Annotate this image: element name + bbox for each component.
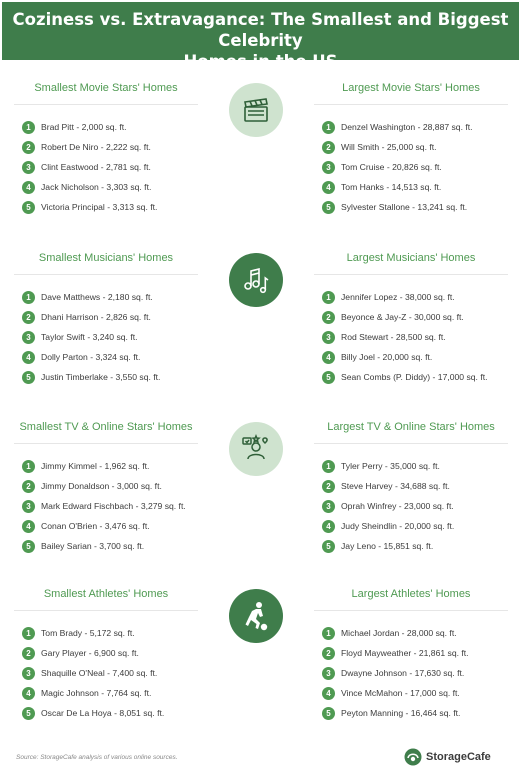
rank-badge: 4 xyxy=(22,687,35,700)
list-item-text: Gary Player - 6,900 sq. ft. xyxy=(41,648,139,658)
list-item xyxy=(322,307,487,327)
divider xyxy=(314,610,508,611)
list-item xyxy=(22,683,164,703)
divider xyxy=(314,443,508,444)
list-item xyxy=(322,456,454,476)
list-item-text: Peyton Manning - 16,464 sq. ft. xyxy=(341,708,461,718)
list-item-text: Conan O'Brien - 3,476 sq. ft. xyxy=(41,521,150,531)
divider xyxy=(314,104,508,105)
list-item xyxy=(322,177,473,197)
list-item-text: Will Smith - 25,000 sq. ft. xyxy=(341,142,437,152)
list-item-text: Tom Brady - 5,172 sq. ft. xyxy=(41,628,135,638)
list-item xyxy=(322,643,469,663)
rank-badge: 4 xyxy=(322,181,335,194)
list-item xyxy=(22,177,157,197)
section-tv-online-stars xyxy=(0,421,521,551)
list-left xyxy=(22,623,164,723)
section-title-right: Largest Movie Stars' Homes xyxy=(342,82,480,94)
list-right xyxy=(322,117,473,217)
rank-badge: 3 xyxy=(22,667,35,680)
rank-badge: 5 xyxy=(322,707,335,720)
list-left xyxy=(22,117,157,217)
list-item-text: Tom Hanks - 14,513 sq. ft. xyxy=(341,182,442,192)
list-item xyxy=(322,347,487,367)
list-item-text: Sylvester Stallone - 13,241 sq. ft. xyxy=(341,202,468,212)
list-item xyxy=(322,683,469,703)
brand-name: StorageCafe xyxy=(426,751,491,763)
list-item-text: Justin Timberlake - 3,550 sq. ft. xyxy=(41,372,161,382)
section-title-right: Largest Athletes' Homes xyxy=(351,588,471,600)
list-item-text: Jimmy Donaldson - 3,000 sq. ft. xyxy=(41,481,162,491)
list-item xyxy=(322,157,473,177)
list-item-text: Brad Pitt - 2,000 sq. ft. xyxy=(41,122,127,132)
list-right xyxy=(322,287,487,387)
rank-badge: 5 xyxy=(22,201,35,214)
list-item-text: Steve Harvey - 34,688 sq. ft. xyxy=(341,481,450,491)
divider xyxy=(14,104,198,105)
list-item-text: Sean Combs (P. Diddy) - 17,000 sq. ft. xyxy=(341,372,488,382)
section-title-right: Largest Musicians' Homes xyxy=(346,252,476,264)
rank-badge: 2 xyxy=(322,480,335,493)
page-title-line1: Coziness vs. Extravagance: The Smallest and Biggest Celebrity xyxy=(12,10,509,50)
section-title-left: Smallest Musicians' Homes xyxy=(38,252,174,264)
list-item-text: Dave Matthews - 2,180 sq. ft. xyxy=(41,292,153,302)
rank-badge: 1 xyxy=(322,460,335,473)
rank-badge: 2 xyxy=(22,311,35,324)
soccer-player-icon xyxy=(229,589,283,643)
list-item xyxy=(322,496,454,516)
music-notes-icon xyxy=(229,253,283,307)
list-item xyxy=(322,117,473,137)
divider xyxy=(314,274,508,275)
rank-badge: 3 xyxy=(22,500,35,513)
page-title-banner xyxy=(2,2,519,71)
list-item-text: Taylor Swift - 3,240 sq. ft. xyxy=(41,332,138,342)
list-item xyxy=(22,643,164,663)
rank-badge: 5 xyxy=(22,540,35,553)
list-item xyxy=(22,476,186,496)
rank-badge: 3 xyxy=(322,500,335,513)
list-item-text: Denzel Washington - 28,887 sq. ft. xyxy=(341,122,473,132)
section-musicians xyxy=(0,252,521,382)
list-left xyxy=(22,456,186,556)
list-item xyxy=(322,476,454,496)
list-item xyxy=(22,456,186,476)
list-item xyxy=(22,663,164,683)
rank-badge: 1 xyxy=(22,627,35,640)
rank-badge: 5 xyxy=(322,371,335,384)
rank-badge: 5 xyxy=(22,371,35,384)
list-item xyxy=(322,703,469,723)
rank-badge: 4 xyxy=(22,181,35,194)
presenter-icon xyxy=(229,422,283,476)
list-item-text: Vince McMahon - 17,000 sq. ft. xyxy=(341,688,460,698)
list-item xyxy=(22,307,160,327)
list-item-text: Robert De Niro - 2,222 sq. ft. xyxy=(41,142,151,152)
list-item-text: Jack Nicholson - 3,303 sq. ft. xyxy=(41,182,152,192)
list-item-text: Michael Jordan - 28,000 sq. ft. xyxy=(341,628,457,638)
rank-badge: 3 xyxy=(322,161,335,174)
list-item-text: Magic Johnson - 7,764 sq. ft. xyxy=(41,688,152,698)
divider xyxy=(14,274,198,275)
rank-badge: 1 xyxy=(322,121,335,134)
list-item-text: Oprah Winfrey - 23,000 sq. ft. xyxy=(341,501,454,511)
rank-badge: 2 xyxy=(22,480,35,493)
page-title-line2: Homes in the US xyxy=(183,52,338,71)
rank-badge: 4 xyxy=(22,351,35,364)
rank-badge: 1 xyxy=(22,460,35,473)
list-item xyxy=(22,157,157,177)
storagecafe-logo-icon xyxy=(404,748,422,766)
source-note: Source: StorageCafe analysis of various online sources. xyxy=(16,754,178,761)
list-item-text: Victoria Principal - 3,313 sq. ft. xyxy=(41,202,158,212)
section-athletes xyxy=(0,588,521,718)
rank-badge: 5 xyxy=(22,707,35,720)
rank-badge: 3 xyxy=(22,331,35,344)
list-item-text: Shaquille O'Neal - 7,400 sq. ft. xyxy=(41,668,158,678)
list-item-text: Jennifer Lopez - 38,000 sq. ft. xyxy=(341,292,455,302)
rank-badge: 4 xyxy=(322,520,335,533)
list-item-text: Clint Eastwood - 2,781 sq. ft. xyxy=(41,162,151,172)
rank-badge: 3 xyxy=(22,161,35,174)
list-item-text: Beyonce & Jay-Z - 30,000 sq. ft. xyxy=(341,312,464,322)
list-item xyxy=(322,327,487,347)
list-item xyxy=(322,663,469,683)
list-item-text: Jay Leno - 15,851 sq. ft. xyxy=(341,541,434,551)
list-item xyxy=(22,137,157,157)
list-item xyxy=(322,623,469,643)
list-left xyxy=(22,287,160,387)
list-item xyxy=(22,516,186,536)
rank-badge: 2 xyxy=(22,141,35,154)
section-movie-stars xyxy=(0,82,521,212)
rank-badge: 1 xyxy=(22,291,35,304)
list-item xyxy=(22,287,160,307)
clapperboard-icon xyxy=(229,83,283,137)
rank-badge: 1 xyxy=(322,291,335,304)
list-item-text: Jimmy Kimmel - 1,962 sq. ft. xyxy=(41,461,150,471)
list-item xyxy=(322,197,473,217)
rank-badge: 5 xyxy=(322,201,335,214)
rank-badge: 4 xyxy=(322,687,335,700)
section-title-left: Smallest Athletes' Homes xyxy=(43,588,169,600)
list-item-text: Bailey Sarian - 3,700 sq. ft. xyxy=(41,541,145,551)
list-item xyxy=(22,623,164,643)
list-item-text: Tom Cruise - 20,826 sq. ft. xyxy=(341,162,442,172)
list-item xyxy=(322,287,487,307)
rank-badge: 4 xyxy=(322,351,335,364)
list-item-text: Floyd Mayweather - 21,861 sq. ft. xyxy=(341,648,469,658)
rank-badge: 3 xyxy=(322,667,335,680)
divider xyxy=(14,443,198,444)
list-item-text: Dwayne Johnson - 17,630 sq. ft. xyxy=(341,668,465,678)
list-item xyxy=(322,367,487,387)
rank-badge: 2 xyxy=(322,311,335,324)
list-right xyxy=(322,623,469,723)
section-title-left: Smallest Movie Stars' Homes xyxy=(34,82,178,94)
list-item xyxy=(22,347,160,367)
rank-badge: 2 xyxy=(322,141,335,154)
list-item-text: Tyler Perry - 35,000 sq. ft. xyxy=(341,461,440,471)
list-item xyxy=(322,516,454,536)
list-item xyxy=(22,536,186,556)
list-item-text: Mark Edward Fischbach - 3,279 sq. ft. xyxy=(41,501,186,511)
rank-badge: 4 xyxy=(22,520,35,533)
rank-badge: 1 xyxy=(22,121,35,134)
rank-badge: 3 xyxy=(322,331,335,344)
brand-logo xyxy=(404,748,491,766)
list-item xyxy=(322,137,473,157)
rank-badge: 2 xyxy=(22,647,35,660)
rank-badge: 2 xyxy=(322,647,335,660)
list-item-text: Dhani Harrison - 2,826 sq. ft. xyxy=(41,312,151,322)
list-item-text: Billy Joel - 20,000 sq. ft. xyxy=(341,352,433,362)
list-item-text: Dolly Parton - 3,324 sq. ft. xyxy=(41,352,141,362)
section-title-left: Smallest TV & Online Stars' Homes xyxy=(19,421,193,433)
rank-badge: 5 xyxy=(322,540,335,553)
list-item-text: Oscar De La Hoya - 8,051 sq. ft. xyxy=(41,708,165,718)
list-right xyxy=(322,456,454,556)
list-item xyxy=(22,367,160,387)
list-item xyxy=(22,197,157,217)
list-item-text: Rod Stewart - 28,500 sq. ft. xyxy=(341,332,446,342)
list-item xyxy=(22,703,164,723)
section-title-right: Largest TV & Online Stars' Homes xyxy=(327,421,495,433)
list-item-text: Judy Sheindlin - 20,000 sq. ft. xyxy=(341,521,455,531)
list-item xyxy=(22,117,157,137)
list-item xyxy=(22,327,160,347)
list-item xyxy=(22,496,186,516)
rank-badge: 1 xyxy=(322,627,335,640)
divider xyxy=(14,610,198,611)
list-item xyxy=(322,536,454,556)
